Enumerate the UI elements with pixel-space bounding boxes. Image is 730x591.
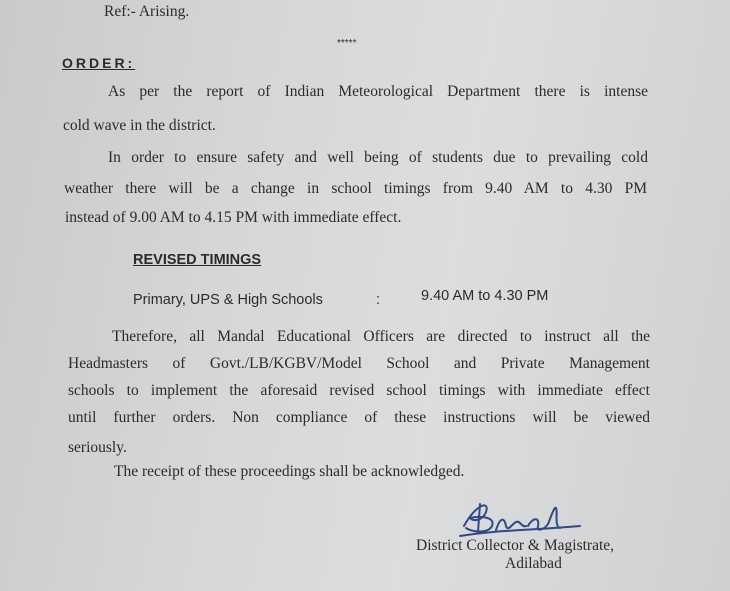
para3-line2: Headmasters of Govt./LB/KGBV/Model School and Private Management	[68, 355, 650, 372]
revised-timings-value: 9.40 AM to 4.30 PM	[421, 288, 549, 304]
para3-line5: seriously.	[68, 439, 127, 456]
para2-line1: In order to ensure safety and well being of students due to prevailing cold	[108, 149, 648, 166]
revised-timings-label: Primary, UPS & High Schools	[133, 292, 323, 308]
signatory-place: Adilabad	[505, 555, 562, 572]
para1-line1: As per the report of Indian Meteorological Department there is intense	[108, 83, 648, 100]
separator-stars: *****	[337, 38, 357, 49]
signatory-title: District Collector & Magistrate,	[416, 537, 615, 554]
para3-line1: Therefore, all Mandal Educational Officers are directed to instruct all the	[112, 328, 650, 345]
para2-line2: weather there will be a change in school timings from 9.40 AM to 4.30 PM	[64, 180, 647, 197]
para3-line3: schools to implement the aforesaid revised school timings with immediate effect	[68, 382, 650, 399]
signature-image	[456, 496, 586, 540]
reference-line: Ref:- Arising.	[104, 3, 190, 20]
para3-line4: until further orders. Non compliance of these instructions will be viewed	[68, 409, 650, 426]
para1-line2: cold wave in the district.	[63, 117, 216, 134]
revised-timings-heading: REVISED TIMINGS	[133, 252, 262, 268]
receipt-line: The receipt of these proceedings shall be acknowledged.	[114, 463, 465, 480]
order-heading: ORDER:	[62, 55, 136, 71]
para2-line3: instead of 9.00 AM to 4.15 PM with immediate effect.	[65, 209, 402, 226]
revised-timings-colon: :	[376, 292, 381, 308]
